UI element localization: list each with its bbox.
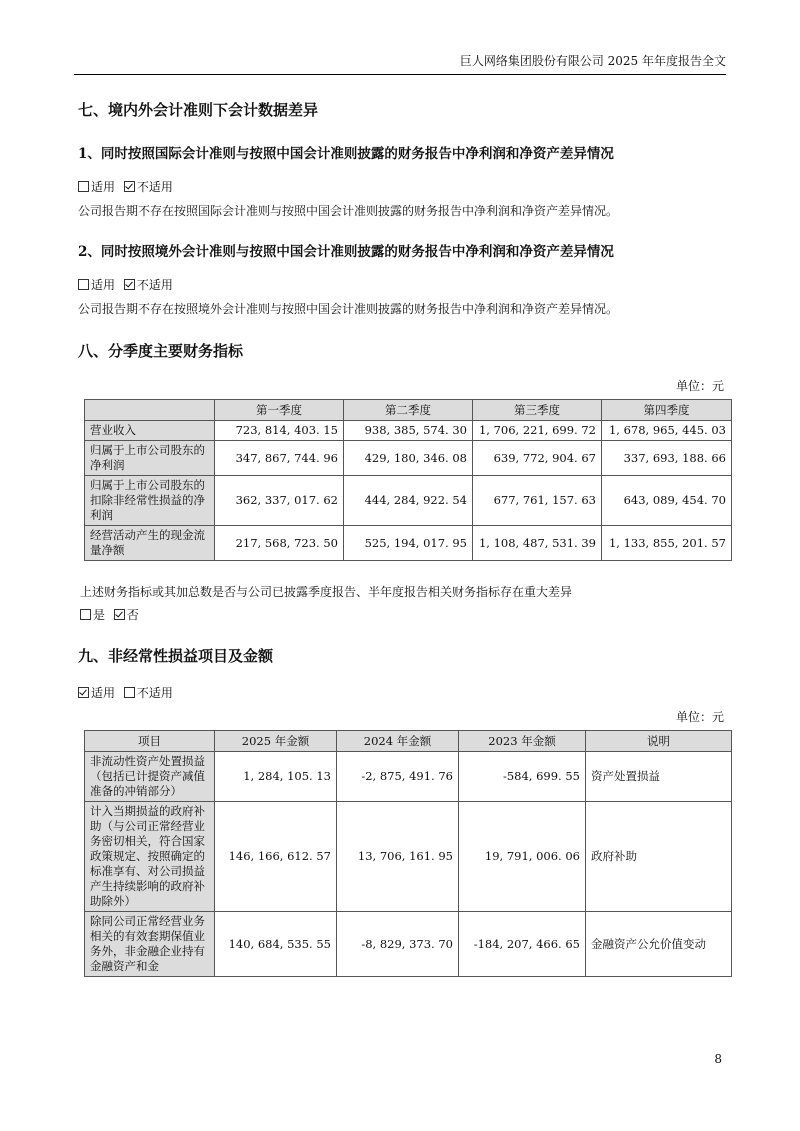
checkbox-not-apply-checked: [124, 181, 135, 192]
section-7-1-options: 适用 不适用: [78, 178, 173, 195]
table-header-cell: 项目: [85, 731, 215, 752]
table-header-cell: 第一季度: [215, 400, 344, 421]
table-row: [85, 526, 732, 561]
table-header-cell: [85, 400, 215, 421]
table-cell: -8, 829, 373. 70: [337, 912, 459, 977]
row-label: 经营活动产生的现金流量净额: [85, 526, 215, 561]
table-cell: 140, 684, 535. 55: [215, 912, 337, 977]
table-header-cell: 2024 年金额: [337, 731, 459, 752]
row-label: 归属于上市公司股东的净利润: [85, 441, 215, 476]
table-header-cell: 2023 年金额: [459, 731, 586, 752]
checkbox-not-apply: [124, 687, 135, 698]
table-row: [85, 912, 732, 977]
section-7-1-note: 公司报告期不存在按照国际会计准则与按照中国会计准则披露的财务报告中净利润和净资产差异情况。: [78, 204, 619, 218]
table-cell: 643, 089, 454. 70: [602, 476, 732, 526]
table-cell: 19, 791, 006. 06: [459, 802, 586, 912]
table-cell: 347, 867, 744. 96: [215, 441, 344, 476]
table-header-row: [85, 400, 732, 421]
table-header-row: [85, 731, 732, 752]
table-header-cell: 说明: [586, 731, 732, 752]
section-9-options: 适用 不适用: [78, 684, 173, 701]
page-header: [74, 52, 726, 75]
table-cell: 146, 166, 612. 57: [215, 802, 337, 912]
table-cell: 362, 337, 017. 62: [215, 476, 344, 526]
table-cell-note: 金融资产公允价值变动: [586, 912, 732, 977]
table-header-cell: 2025 年金额: [215, 731, 337, 752]
section-8-note: 上述财务指标或其加总数是否与公司已披露季度报告、半年度报告相关财务指标存在重大差异: [80, 585, 573, 599]
table-cell: -184, 207, 466. 65: [459, 912, 586, 977]
table-cell: 1, 678, 965, 445. 03: [602, 421, 732, 441]
section-8-title: 八、分季度主要财务指标: [78, 342, 244, 360]
section-7-title: 七、境内外会计准则下会计数据差异: [78, 101, 319, 119]
table-cell: 1, 108, 487, 531. 39: [473, 526, 602, 561]
table-cell: 337, 693, 188. 66: [602, 441, 732, 476]
unit-label: 单位：元: [675, 710, 724, 724]
section-7-1-title: 1、同时按照国际会计准则与按照中国会计准则披露的财务报告中净利润和净资产差异情况: [78, 146, 614, 162]
table-cell: -584, 699. 55: [459, 752, 586, 802]
row-label: 计入当期损益的政府补助（与公司正常经营业务密切相关，符合国家政策规定、按照确定的标准享有、对公司损益产生持续影响的政府补助除外）: [85, 802, 215, 912]
checkbox-no-checked: [114, 609, 125, 620]
table-cell: 429, 180, 346. 08: [344, 441, 473, 476]
table-row: [85, 752, 732, 802]
checkbox-apply: [78, 279, 89, 290]
section-7-2-note: 公司报告期不存在按照境外会计准则与按照中国会计准则披露的财务报告中净利润和净资产差异情况。: [78, 302, 619, 316]
checkbox-apply: [78, 181, 89, 192]
section-8-options: 是 否: [80, 606, 139, 623]
table-cell: 1, 284, 105. 13: [215, 752, 337, 802]
table-cell: 525, 194, 017. 95: [344, 526, 473, 561]
table-header-cell: 第四季度: [602, 400, 732, 421]
row-label: 非流动性资产处置损益（包括已计提资产减值准备的冲销部分）: [85, 752, 215, 802]
table-header-cell: 第三季度: [473, 400, 602, 421]
report-title: 巨人网络集团股份有限公司 2025 年年度报告全文: [459, 54, 726, 68]
table-cell: 938, 385, 574. 30: [344, 421, 473, 441]
unit-label: 单位：元: [675, 379, 724, 393]
row-label: 营业收入: [85, 421, 215, 441]
table-row: [85, 476, 732, 526]
table-cell: 217, 568, 723. 50: [215, 526, 344, 561]
row-label: 归属于上市公司股东的扣除非经常性损益的净利润: [85, 476, 215, 526]
table-row: [85, 421, 732, 441]
table-cell: 677, 761, 157. 63: [473, 476, 602, 526]
table-header-cell: 第二季度: [344, 400, 473, 421]
table-cell: -2, 875, 491. 76: [337, 752, 459, 802]
table-row: [85, 441, 732, 476]
table-cell: 639, 772, 904. 67: [473, 441, 602, 476]
checkbox-apply-checked: [78, 687, 89, 698]
section-7-2-options: 适用 不适用: [78, 276, 173, 293]
section-7-2-title: 2、同时按照境外会计准则与按照中国会计准则披露的财务报告中净利润和净资产差异情况: [78, 244, 614, 260]
table-row: [85, 802, 732, 912]
table-cell: 723, 814, 403. 15: [215, 421, 344, 441]
table-cell: 1, 133, 855, 201. 57: [602, 526, 732, 561]
table-cell-note: 资产处置损益: [586, 752, 732, 802]
section-9-title: 九、非经常性损益项目及金额: [78, 647, 274, 665]
quarterly-indicators-table: [84, 399, 732, 561]
checkbox-yes: [80, 609, 91, 620]
non-recurring-items-table: [84, 730, 732, 977]
table-cell-note: 政府补助: [586, 802, 732, 912]
table-cell: 1, 706, 221, 699. 72: [473, 421, 602, 441]
table-cell: 13, 706, 161. 95: [337, 802, 459, 912]
checkbox-not-apply-checked: [124, 279, 135, 290]
page-number: 8: [714, 1052, 722, 1066]
table-cell: 444, 284, 922. 54: [344, 476, 473, 526]
row-label: 除同公司正常经营业务相关的有效套期保值业务外，非金融企业持有金融资产和金: [85, 912, 215, 977]
